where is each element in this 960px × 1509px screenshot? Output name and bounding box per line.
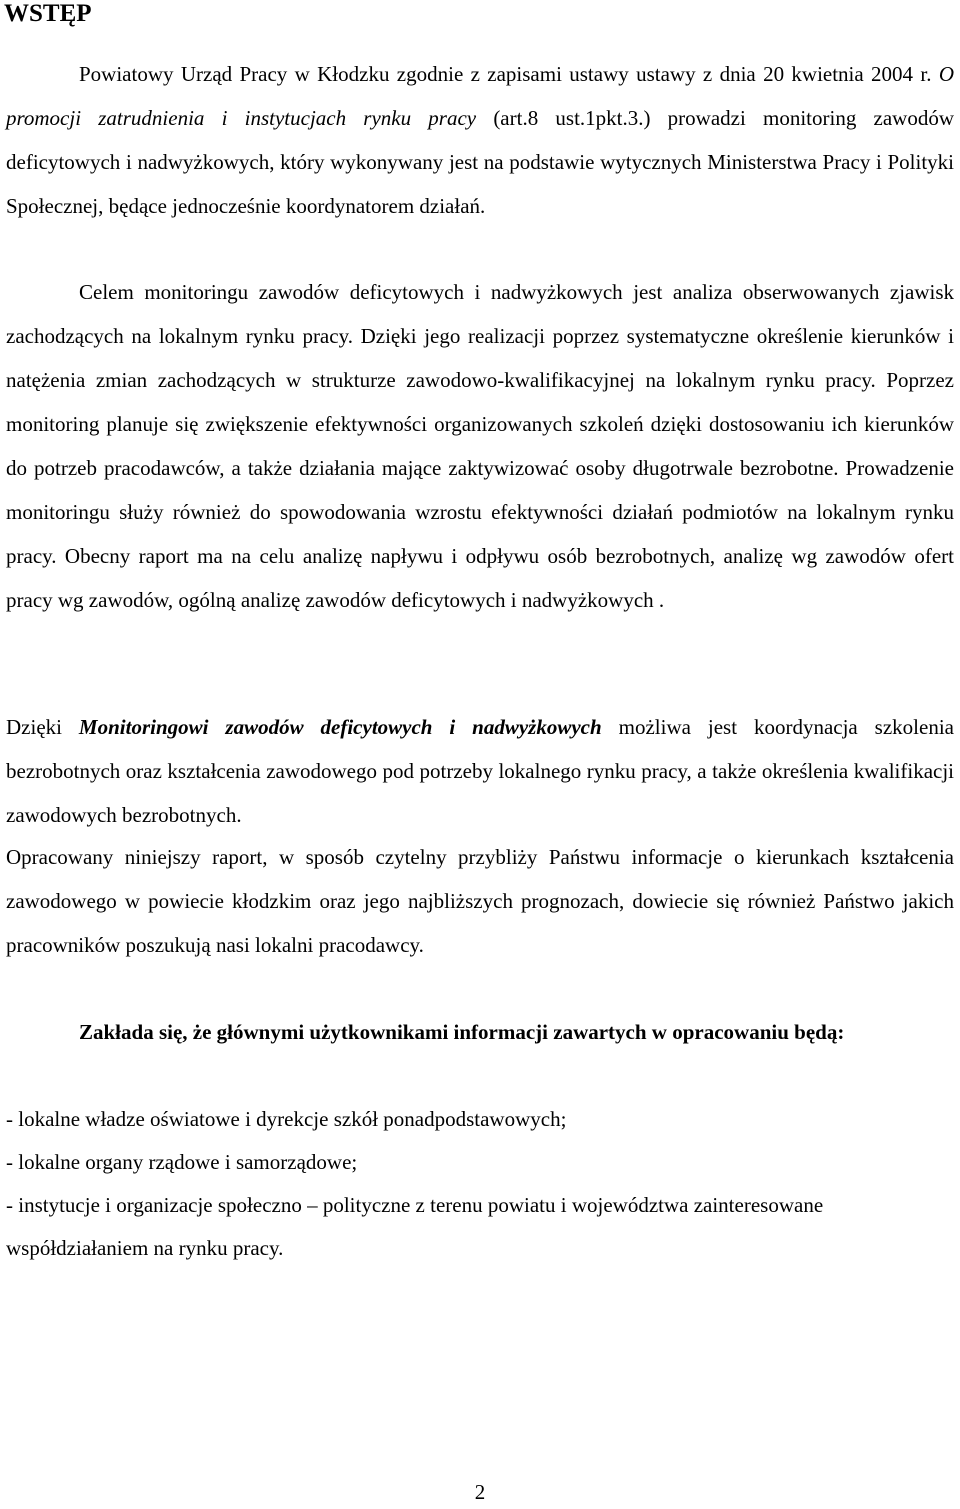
list-item: - lokalne organy rządowe i samorządowe; [6, 1150, 358, 1174]
users-intro: Zakłada się, że głównymi użytkownikami informacji zawartych w opracowaniu będą: [79, 1020, 845, 1044]
monitoring-emphasis: Monitoringowi zawodów deficytowych i nadwyżkowych [78, 715, 602, 739]
page-number: 2 [474, 1480, 486, 1504]
paragraph-coordination-text-a: Dzięki [6, 715, 79, 739]
paragraph-intro-text-b: (art.8 ust.1pkt.3.) prowadzi monitoring zawodów deficytowych i nadwyżkowych, który wykonywany jest na podstawie wytycznych Ministerstwa Pracy i Polityki Społecznej, będące jednocześnie koordynatorem działań. [6, 106, 955, 218]
paragraph-goal: Celem monitoringu zawodów deficytowych i nadwyżkowych jest analiza obserwowanych zjawisk zachodzących na lokalnym rynku pracy. Dzięki jego realizacji poprzez systematyczne określenie kierunków i natężenia zmian zachodzących w strukturze zawodowo-kwalifikacyjnej na lokalnym rynku pracy. Poprzez monitoring planuje się zwiększenie efektywności organizowanych szkoleń dzięki dostosowaniu ich kierunków do potrzeb pracodawców, a także działania mające zaktywizować osoby długotrwale bezrobotne. Prowadzenie monitoringu służy również do spowodowania wzrostu efektywności działań podmiotów na lokalnym rynku pracy. Obecny raport ma na celu analizę napływu i odpływu osób bezrobotnych, analizę wg zawodów ofert pracy wg zawodów, ogólną analizę zawodów deficytowych i nadwyżkowych . [6, 280, 954, 612]
act-title: O promocji zatrudnienia i instytucjach rynku pracy [6, 62, 954, 130]
paragraph-intro-text-a: Powiatowy Urząd Pracy w Kłodzku zgodnie z zapisami ustawy ustawy z dnia 20 kwietnia 2004 r. [79, 62, 939, 86]
paragraph-coordination [6, 705, 954, 837]
list-item: - lokalne władze oświatowe i dyrekcje szkół ponadpodstawowych; [6, 1107, 567, 1131]
list-item: - instytucje i organizacje społeczno – polityczne z terenu powiatu i województwa zainteresowane współdziałaniem na rynku pracy. [6, 1193, 824, 1260]
paragraph-report: Opracowany niniejszy raport, w sposób czytelny przybliży Państwu informacje o kierunkach kształcenia zawodowego w powiecie kłodzkim oraz jego najbliższych prognozach, dowiecie się również Państwo jakich pracowników poszukują nasi lokalni pracodawcy. [6, 845, 954, 957]
users-list [6, 1098, 954, 1270]
paragraph-intro [6, 52, 954, 228]
section-heading: WSTĘP [4, 0, 92, 27]
paragraph-coordination-text-b: możliwa jest koordynacja szkolenia bezrobotnych oraz kształcenia zawodowego pod potrzeby lokalnego rynku pracy, a także określenia kwalifikacji zawodowych bezrobotnych. [6, 715, 954, 827]
